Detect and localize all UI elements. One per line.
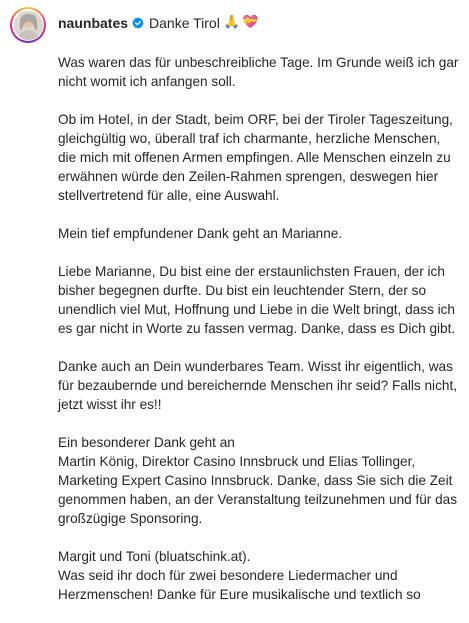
avatar[interactable] [10, 7, 46, 43]
verified-badge-icon [132, 17, 144, 29]
caption-header [58, 14, 258, 32]
caption-paragraph-marianne: Liebe Marianne, Du bist eine der erstaunlichsten Frauen, der ich bisher begegnen durfte. Du bist ein leuchtender Stern, der so unendlich viel Mut, Hoffnung und Liebe in die Welt bringt, dass ich es gar nicht in Worte zu fassen vermag. Danke, dass es Dich gibt. [58, 264, 456, 336]
caption-paragraph-thanks-marianne: Mein tief empfundener Dank geht an Marianne. [58, 226, 343, 241]
caption-paragraph-people: Ob im Hotel, in der Stadt, beim ORF, bei der Tiroler Tageszeitung, gleichgültig wo, überall traf ich charmante, herzliche Menschen, die mich mit offenen Armen empfingen. Alle Menschen einzeln zu erwähnen würde den Zeilen-Rahmen sprengen, deswegen hier stellvertretend für alle, eine Auswahl. [58, 112, 453, 203]
caption-paragraph-intro: Was waren das für unbeschreibliche Tage. Im Grunde weiß ich gar nicht womit ich anfangen soll. [58, 55, 459, 89]
post-title: Danke Tirol [149, 15, 220, 31]
folded-hands-emoji: 🙏 [223, 15, 241, 30]
caption-paragraph-casino: Ein besonderer Dank geht an Martin König, Direktor Casino Innsbruck und Elias Tollinger, Marketing Expert Casino Innsbruck. Danke, dass Sie sich die Zeit genommen haben, an der Veranstaltung teilzunehmen und für das großzügige Sponsoring. [58, 435, 458, 526]
avatar-photo [14, 11, 43, 40]
caption-body [58, 53, 462, 623]
caption-paragraph-team: Danke auch an Dein wunderbares Team. Wisst ihr eigentlich, was für bezaubernde und bereichernde Menschen ihr seid? Falls nicht, jetzt wisst ihr es!! [58, 359, 457, 412]
caption-paragraph-margit-toni: Margit und Toni (bluatschink.at). Was seid ihr doch für zwei besondere Liedermacher und Herzmenschen! Danke für Eure musikalische und textlich so [58, 549, 421, 602]
profile-photo-icon [14, 11, 43, 40]
username-link[interactable]: naunbates [58, 15, 129, 31]
heart-ribbon-emoji: 💝 [242, 15, 259, 30]
